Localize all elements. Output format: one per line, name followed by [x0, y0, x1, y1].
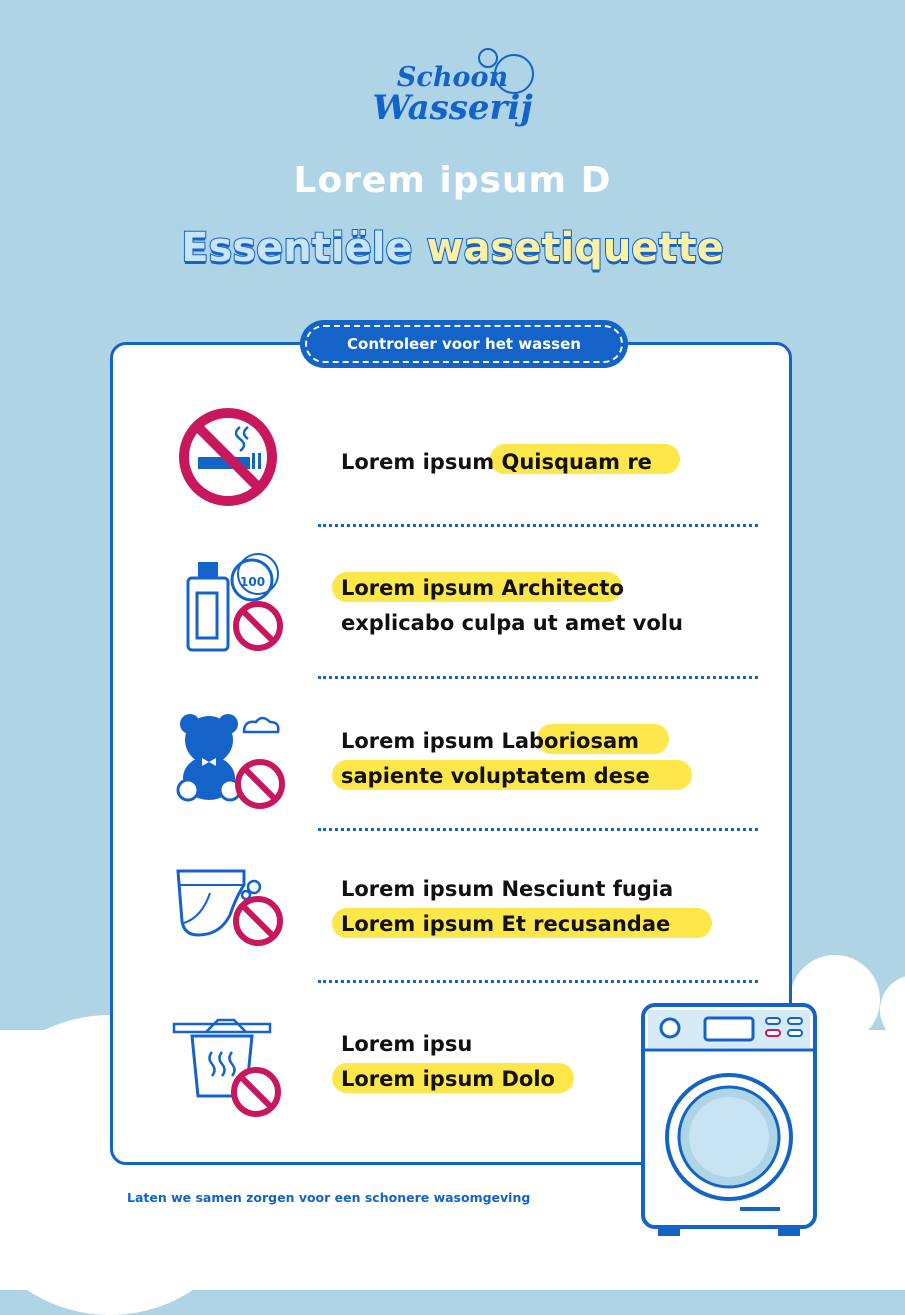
item-divider — [318, 524, 758, 527]
item-1-line1: Lorem ipsum Quisquam re — [341, 450, 652, 474]
item-1-text — [341, 445, 652, 480]
item-3-line2: sapiente voluptatem dese — [341, 764, 650, 788]
item-5-line1: Lorem ipsu — [341, 1032, 473, 1056]
item-divider — [318, 676, 758, 679]
item-divider — [318, 828, 758, 831]
item-3-text — [341, 724, 650, 794]
brand-logo-line1: Schoon — [396, 62, 509, 93]
svg-text:100: 100 — [240, 575, 266, 589]
item-4-line2: Lorem ipsum Et recusandae — [341, 912, 671, 936]
item-4-text — [341, 872, 673, 942]
title-part2: wasetiquette — [426, 225, 724, 271]
page-subtitle: Lorem ipsum D — [293, 160, 612, 201]
item-4-line1: Lorem ipsum Nesciunt fugia — [341, 877, 674, 901]
item-2-text — [341, 571, 683, 641]
item-divider — [318, 980, 758, 983]
section-tag-label: Controleer voor het wassen — [305, 325, 623, 363]
item-5-text — [341, 1027, 555, 1097]
no-lighter-coins-icon — [180, 548, 290, 658]
no-teddy-bear-icon — [172, 710, 292, 815]
no-diaper-icon — [172, 865, 287, 950]
no-smoking-icon — [176, 405, 281, 510]
brand-logo-line2: Wasserij — [372, 88, 533, 128]
item-3-line1: Lorem ipsum Laboriosam — [341, 729, 640, 753]
footer-tagline: Laten we samen zorgen voor een schonere wasomgeving — [127, 1190, 531, 1205]
title-part1: Essentiële — [181, 225, 413, 271]
item-2-line1: Lorem ipsum Architecto — [341, 576, 624, 600]
section-tag — [300, 320, 628, 368]
page-title — [0, 225, 905, 271]
washing-machine-icon — [640, 1002, 820, 1240]
item-2-line2: explicabo culpa ut amet volu — [341, 611, 683, 635]
no-trash-bin-icon — [170, 1012, 290, 1122]
item-5-line2: Lorem ipsum Dolo — [341, 1067, 555, 1091]
